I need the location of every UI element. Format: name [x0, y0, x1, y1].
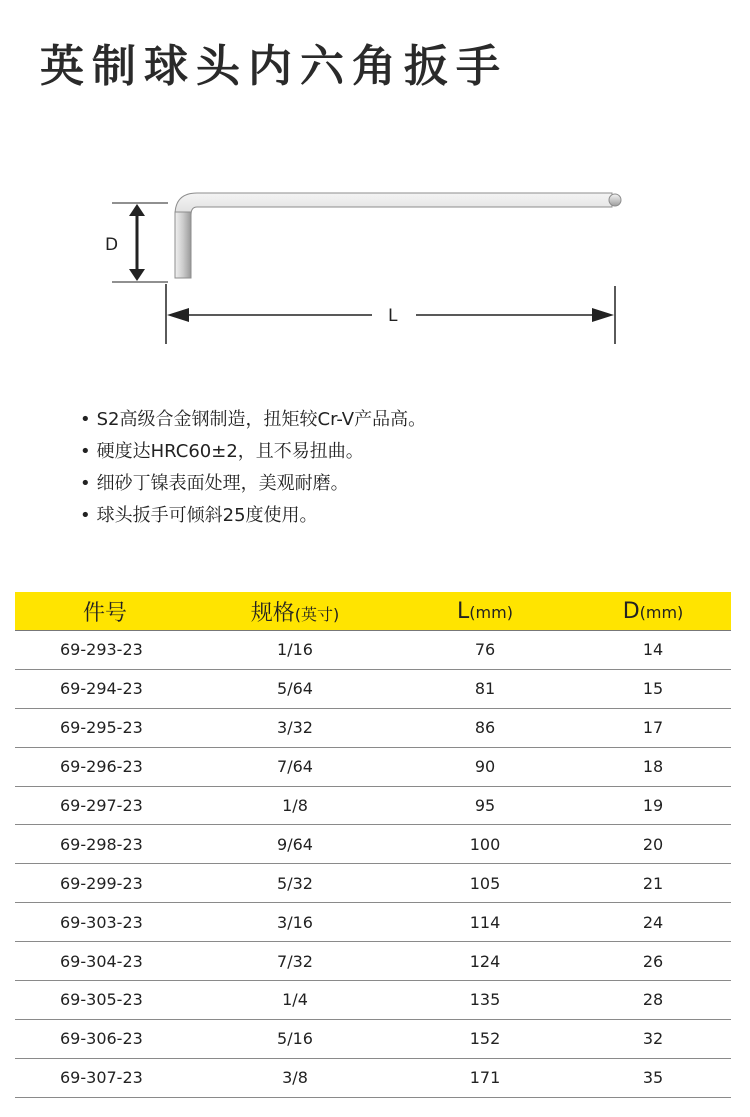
- table-row: [15, 669, 731, 708]
- cell-d: 35: [575, 1058, 731, 1097]
- cell-part-number: 69-294-23: [15, 669, 195, 708]
- cell-size: 5/64: [195, 669, 395, 708]
- cell-length: 81: [395, 669, 575, 708]
- cell-size: 1/8: [195, 786, 395, 825]
- cell-d: 15: [575, 669, 731, 708]
- cell-size: 5/32: [195, 864, 395, 903]
- cell-size: 3/8: [195, 1058, 395, 1097]
- cell-size: 9/64: [195, 825, 395, 864]
- hex-key-wrench-image: [175, 193, 621, 278]
- table-row: [15, 864, 731, 903]
- feature-item: • 硬度达HRC60±2，且不易扭曲。: [80, 436, 426, 468]
- table-row: [15, 747, 731, 786]
- d-label: D: [105, 235, 119, 255]
- cell-d: 21: [575, 864, 731, 903]
- cell-d: 32: [575, 1019, 731, 1058]
- cell-size: 7/32: [195, 942, 395, 981]
- cell-part-number: 69-299-23: [15, 864, 195, 903]
- table-row: [15, 786, 731, 825]
- table-row: [15, 1058, 731, 1097]
- cell-part-number: 69-296-23: [15, 747, 195, 786]
- cell-part-number: 69-298-23: [15, 825, 195, 864]
- feature-list: [80, 404, 426, 532]
- cell-d: 14: [575, 631, 731, 670]
- page-title: 英制球头内六角扳手: [40, 41, 508, 92]
- cell-size: 3/16: [195, 903, 395, 942]
- spec-table: [15, 592, 731, 1098]
- cell-part-number: 69-304-23: [15, 942, 195, 981]
- cell-d: 20: [575, 825, 731, 864]
- l-label: L: [388, 306, 398, 326]
- cell-part-number: 69-297-23: [15, 786, 195, 825]
- cell-part-number: 69-306-23: [15, 1019, 195, 1058]
- header-length: L(mm): [395, 592, 575, 631]
- cell-part-number: 69-295-23: [15, 708, 195, 747]
- feature-item: • 细砂丁镍表面处理，美观耐磨。: [80, 468, 426, 500]
- cell-length: 171: [395, 1058, 575, 1097]
- cell-length: 114: [395, 903, 575, 942]
- cell-d: 26: [575, 942, 731, 981]
- cell-length: 100: [395, 825, 575, 864]
- feature-item: • S2高级合金钢制造，扭矩较Cr-V产品高。: [80, 404, 426, 436]
- table-row: [15, 825, 731, 864]
- cell-size: 7/64: [195, 747, 395, 786]
- cell-length: 135: [395, 981, 575, 1020]
- cell-part-number: 69-293-23: [15, 631, 195, 670]
- cell-length: 105: [395, 864, 575, 903]
- cell-size: 3/32: [195, 708, 395, 747]
- cell-d: 24: [575, 903, 731, 942]
- header-size: 规格(英寸): [195, 592, 395, 631]
- cell-part-number: 69-307-23: [15, 1058, 195, 1097]
- d-dimension: [112, 203, 168, 282]
- cell-length: 124: [395, 942, 575, 981]
- cell-size: 1/16: [195, 631, 395, 670]
- table-row: [15, 903, 731, 942]
- cell-d: 18: [575, 747, 731, 786]
- feature-item: • 球头扳手可倾斜25度使用。: [80, 500, 426, 532]
- table-row: [15, 708, 731, 747]
- cell-d: 17: [575, 708, 731, 747]
- cell-size: 5/16: [195, 1019, 395, 1058]
- wrench-dimension-diagram: [100, 180, 640, 355]
- header-part-number: 件号: [15, 592, 195, 631]
- cell-d: 19: [575, 786, 731, 825]
- table-header-row: [15, 592, 731, 631]
- table-row: [15, 1019, 731, 1058]
- cell-d: 28: [575, 981, 731, 1020]
- cell-part-number: 69-303-23: [15, 903, 195, 942]
- cell-length: 152: [395, 1019, 575, 1058]
- cell-length: 90: [395, 747, 575, 786]
- cell-size: 1/4: [195, 981, 395, 1020]
- cell-length: 95: [395, 786, 575, 825]
- header-d: D(mm): [575, 592, 731, 631]
- table-row: [15, 942, 731, 981]
- table-row: [15, 981, 731, 1020]
- cell-length: 76: [395, 631, 575, 670]
- table-row: [15, 631, 731, 670]
- cell-length: 86: [395, 708, 575, 747]
- cell-part-number: 69-305-23: [15, 981, 195, 1020]
